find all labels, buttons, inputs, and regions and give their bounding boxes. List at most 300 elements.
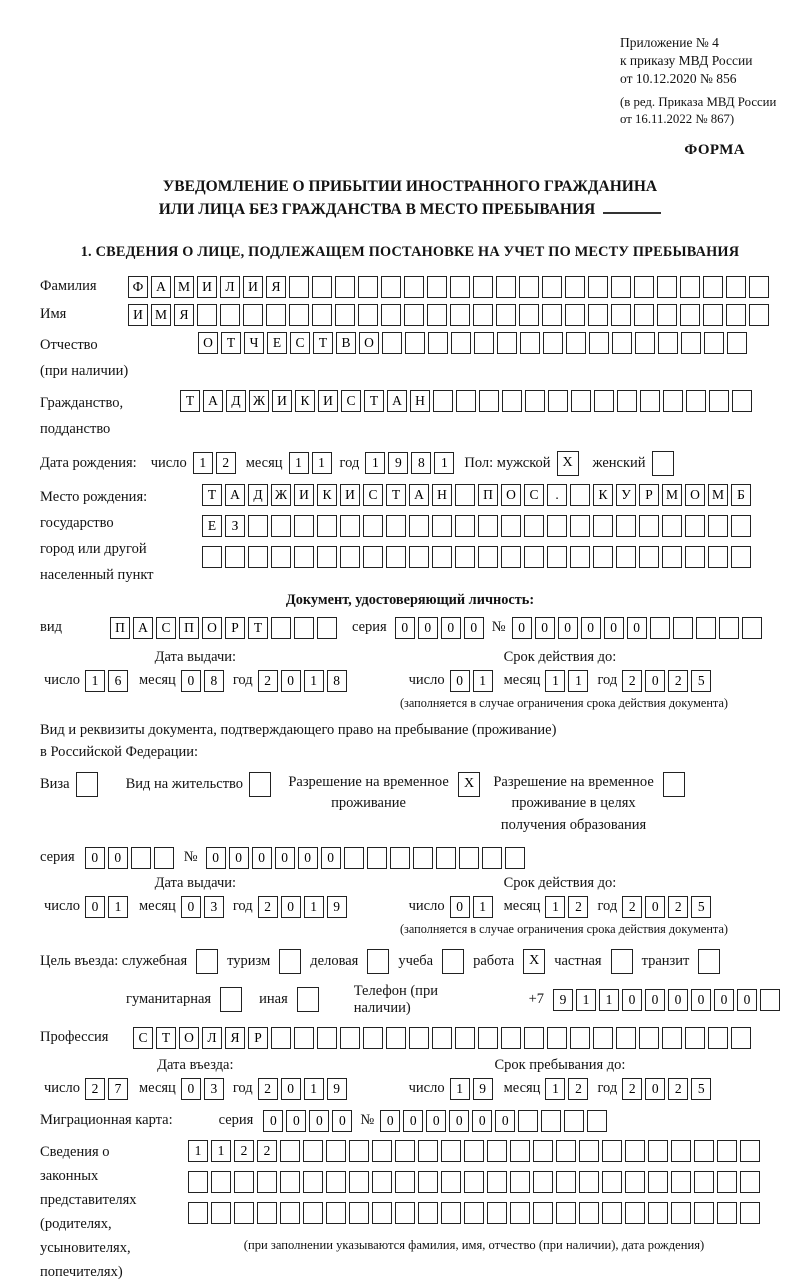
char-cell[interactable] [409,515,429,537]
char-cell[interactable] [257,1202,277,1224]
char-cell[interactable] [556,1140,576,1162]
char-cell[interactable]: 0 [604,617,624,639]
char-cell[interactable] [386,1027,406,1049]
char-cell[interactable]: 0 [449,1110,469,1132]
char-cell[interactable]: Ж [271,484,291,506]
char-cell[interactable]: М [708,484,728,506]
char-cell[interactable]: 0 [512,617,532,639]
char-cell[interactable] [704,332,724,354]
char-cell[interactable] [289,304,309,326]
char-cell[interactable] [617,390,637,412]
char-cell[interactable]: М [174,276,194,298]
char-cell[interactable]: 0 [645,670,665,692]
char-cell[interactable] [340,546,360,568]
char-cell[interactable] [234,1202,254,1224]
char-cell[interactable]: 2 [258,1078,278,1100]
char-cell[interactable] [372,1202,392,1224]
char-cell[interactable] [671,1140,691,1162]
char-cell[interactable]: 2 [622,1078,642,1100]
char-cell[interactable]: О [685,484,705,506]
char-cell[interactable] [294,1027,314,1049]
char-cell[interactable] [556,1171,576,1193]
char-cell[interactable]: X [523,949,545,974]
char-cell[interactable]: 0 [558,617,578,639]
char-cell[interactable] [565,276,585,298]
char-cell[interactable]: Т [202,484,222,506]
char-cell[interactable]: М [151,304,171,326]
char-cell[interactable] [464,1171,484,1193]
char-cell[interactable]: М [662,484,682,506]
char-cell[interactable] [732,390,752,412]
char-cell[interactable] [312,304,332,326]
char-cell[interactable] [432,546,452,568]
char-cell[interactable]: 0 [464,617,484,639]
char-cell[interactable]: 2 [668,896,688,918]
char-cell[interactable] [542,276,562,298]
char-cell[interactable] [271,515,291,537]
char-cell[interactable] [326,1171,346,1193]
char-cell[interactable]: П [110,617,130,639]
char-cell[interactable]: 2 [216,452,236,474]
char-cell[interactable]: 0 [441,617,461,639]
char-cell[interactable]: О [202,617,222,639]
char-cell[interactable]: 1 [473,670,493,692]
char-cell[interactable] [432,515,452,537]
char-cell[interactable] [611,949,633,974]
char-cell[interactable]: 1 [434,452,454,474]
char-cell[interactable] [708,546,728,568]
char-cell[interactable]: 2 [85,1078,105,1100]
char-cell[interactable]: О [501,484,521,506]
char-cell[interactable] [363,1027,383,1049]
char-cell[interactable] [271,1027,291,1049]
char-cell[interactable] [662,515,682,537]
char-cell[interactable]: Я [225,1027,245,1049]
char-cell[interactable]: 0 [181,1078,201,1100]
char-cell[interactable] [479,390,499,412]
char-cell[interactable] [202,546,222,568]
char-cell[interactable] [478,1027,498,1049]
char-cell[interactable]: В [336,332,356,354]
char-cell[interactable]: 1 [545,670,565,692]
char-cell[interactable] [312,276,332,298]
char-cell[interactable]: 6 [108,670,128,692]
char-cell[interactable] [404,276,424,298]
char-cell[interactable]: 0 [472,1110,492,1132]
char-cell[interactable] [455,1027,475,1049]
char-cell[interactable]: Т [180,390,200,412]
char-cell[interactable] [662,1027,682,1049]
char-cell[interactable]: 2 [568,1078,588,1100]
char-cell[interactable] [547,515,567,537]
char-cell[interactable] [652,451,674,476]
char-cell[interactable]: Т [248,617,268,639]
char-cell[interactable]: 0 [622,989,642,1011]
char-cell[interactable] [464,1202,484,1224]
char-cell[interactable] [432,1027,452,1049]
char-cell[interactable] [717,1140,737,1162]
char-cell[interactable]: А [203,390,223,412]
char-cell[interactable]: 5 [691,1078,711,1100]
char-cell[interactable] [602,1202,622,1224]
char-cell[interactable] [625,1171,645,1193]
char-cell[interactable] [524,546,544,568]
char-cell[interactable] [657,304,677,326]
char-cell[interactable] [271,617,291,639]
char-cell[interactable] [441,1140,461,1162]
char-cell[interactable]: 2 [668,1078,688,1100]
char-cell[interactable]: 0 [206,847,226,869]
char-cell[interactable] [436,847,456,869]
char-cell[interactable]: 2 [258,670,278,692]
char-cell[interactable]: 0 [450,670,470,692]
char-cell[interactable]: И [318,390,338,412]
char-cell[interactable] [524,1027,544,1049]
char-cell[interactable]: З [225,515,245,537]
char-cell[interactable] [542,304,562,326]
char-cell[interactable]: Е [267,332,287,354]
char-cell[interactable] [520,332,540,354]
char-cell[interactable]: 0 [714,989,734,1011]
char-cell[interactable]: Я [174,304,194,326]
char-cell[interactable] [390,847,410,869]
char-cell[interactable] [363,515,383,537]
char-cell[interactable] [519,304,539,326]
char-cell[interactable] [409,546,429,568]
char-cell[interactable]: 1 [312,452,332,474]
char-cell[interactable] [593,515,613,537]
char-cell[interactable] [570,515,590,537]
char-cell[interactable]: Л [202,1027,222,1049]
char-cell[interactable] [671,1171,691,1193]
char-cell[interactable]: 0 [85,847,105,869]
char-cell[interactable] [363,546,383,568]
char-cell[interactable] [326,1140,346,1162]
char-cell[interactable] [131,847,151,869]
char-cell[interactable]: 8 [411,452,431,474]
char-cell[interactable] [519,276,539,298]
char-cell[interactable] [740,1140,760,1162]
char-cell[interactable]: 0 [581,617,601,639]
char-cell[interactable] [719,617,739,639]
char-cell[interactable] [740,1202,760,1224]
char-cell[interactable] [616,546,636,568]
char-cell[interactable]: У [616,484,636,506]
char-cell[interactable]: И [197,276,217,298]
char-cell[interactable] [395,1202,415,1224]
char-cell[interactable]: С [290,332,310,354]
char-cell[interactable] [589,332,609,354]
char-cell[interactable] [533,1140,553,1162]
char-cell[interactable] [625,1202,645,1224]
char-cell[interactable] [518,1110,538,1132]
char-cell[interactable] [404,304,424,326]
char-cell[interactable]: 0 [252,847,272,869]
char-cell[interactable] [639,515,659,537]
char-cell[interactable] [386,546,406,568]
char-cell[interactable] [428,332,448,354]
char-cell[interactable]: Е [202,515,222,537]
char-cell[interactable] [455,515,475,537]
char-cell[interactable] [372,1140,392,1162]
char-cell[interactable]: 0 [645,1078,665,1100]
char-cell[interactable]: 0 [645,896,665,918]
char-cell[interactable] [588,276,608,298]
char-cell[interactable]: 0 [108,847,128,869]
char-cell[interactable]: 0 [286,1110,306,1132]
char-cell[interactable] [442,949,464,974]
char-cell[interactable] [294,515,314,537]
char-cell[interactable]: И [340,484,360,506]
char-cell[interactable]: К [593,484,613,506]
char-cell[interactable] [441,1202,461,1224]
char-cell[interactable]: 1 [576,989,596,1011]
char-cell[interactable] [382,332,402,354]
char-cell[interactable] [639,1027,659,1049]
char-cell[interactable]: 9 [388,452,408,474]
char-cell[interactable] [294,617,314,639]
char-cell[interactable]: А [225,484,245,506]
char-cell[interactable]: 2 [668,670,688,692]
char-cell[interactable] [593,546,613,568]
char-cell[interactable] [197,304,217,326]
char-cell[interactable]: А [409,484,429,506]
char-cell[interactable] [473,276,493,298]
char-cell[interactable]: 1 [304,670,324,692]
char-cell[interactable] [726,304,746,326]
char-cell[interactable] [612,332,632,354]
char-cell[interactable]: Д [248,484,268,506]
char-cell[interactable] [571,390,591,412]
char-cell[interactable] [455,484,475,506]
char-cell[interactable] [211,1202,231,1224]
char-cell[interactable] [717,1202,737,1224]
char-cell[interactable] [303,1202,323,1224]
char-cell[interactable]: 1 [545,1078,565,1100]
char-cell[interactable] [648,1202,668,1224]
char-cell[interactable]: X [458,772,480,797]
char-cell[interactable] [280,1140,300,1162]
char-cell[interactable]: Н [432,484,452,506]
char-cell[interactable] [496,276,516,298]
char-cell[interactable] [685,546,705,568]
char-cell[interactable]: Д [226,390,246,412]
char-cell[interactable] [211,1171,231,1193]
char-cell[interactable]: Ж [249,390,269,412]
char-cell[interactable] [248,515,268,537]
char-cell[interactable]: 9 [473,1078,493,1100]
char-cell[interactable] [541,1110,561,1132]
char-cell[interactable]: К [295,390,315,412]
char-cell[interactable] [478,515,498,537]
char-cell[interactable]: 0 [275,847,295,869]
char-cell[interactable]: 1 [108,896,128,918]
char-cell[interactable]: 0 [181,670,201,692]
char-cell[interactable] [708,1027,728,1049]
char-cell[interactable] [196,949,218,974]
char-cell[interactable]: 0 [181,896,201,918]
char-cell[interactable]: 1 [545,896,565,918]
char-cell[interactable] [634,304,654,326]
char-cell[interactable]: 2 [258,896,278,918]
char-cell[interactable] [658,332,678,354]
char-cell[interactable] [579,1171,599,1193]
char-cell[interactable] [335,276,355,298]
char-cell[interactable] [220,987,242,1012]
char-cell[interactable] [680,276,700,298]
char-cell[interactable] [547,1027,567,1049]
char-cell[interactable] [455,546,475,568]
char-cell[interactable] [249,772,271,797]
char-cell[interactable]: 0 [281,896,301,918]
char-cell[interactable]: 1 [473,896,493,918]
char-cell[interactable]: 1 [599,989,619,1011]
char-cell[interactable]: А [387,390,407,412]
char-cell[interactable] [570,546,590,568]
char-cell[interactable] [556,1202,576,1224]
char-cell[interactable] [482,847,502,869]
char-cell[interactable] [588,304,608,326]
char-cell[interactable] [602,1171,622,1193]
char-cell[interactable] [76,772,98,797]
char-cell[interactable] [335,304,355,326]
char-cell[interactable] [671,1202,691,1224]
char-cell[interactable]: П [478,484,498,506]
char-cell[interactable] [749,304,769,326]
char-cell[interactable] [441,1171,461,1193]
char-cell[interactable]: Ф [128,276,148,298]
char-cell[interactable] [708,515,728,537]
char-cell[interactable] [602,1140,622,1162]
char-cell[interactable]: 8 [327,670,347,692]
char-cell[interactable] [381,276,401,298]
char-cell[interactable]: 1 [85,670,105,692]
char-cell[interactable] [510,1202,530,1224]
char-cell[interactable]: 1 [450,1078,470,1100]
char-cell[interactable]: 0 [395,617,415,639]
char-cell[interactable] [533,1171,553,1193]
char-cell[interactable] [742,617,762,639]
char-cell[interactable]: 3 [204,1078,224,1100]
char-cell[interactable]: 0 [737,989,757,1011]
char-cell[interactable]: 2 [622,670,642,692]
char-cell[interactable]: О [179,1027,199,1049]
char-cell[interactable]: 0 [321,847,341,869]
char-cell[interactable] [487,1140,507,1162]
char-cell[interactable]: 0 [298,847,318,869]
char-cell[interactable] [726,276,746,298]
char-cell[interactable] [487,1202,507,1224]
char-cell[interactable] [367,949,389,974]
char-cell[interactable]: 7 [108,1078,128,1100]
char-cell[interactable] [501,1027,521,1049]
char-cell[interactable]: 0 [309,1110,329,1132]
char-cell[interactable] [358,276,378,298]
char-cell[interactable] [635,332,655,354]
char-cell[interactable] [317,546,337,568]
char-cell[interactable]: Т [364,390,384,412]
char-cell[interactable]: 0 [450,896,470,918]
char-cell[interactable] [395,1140,415,1162]
char-cell[interactable] [289,276,309,298]
char-cell[interactable] [280,1202,300,1224]
char-cell[interactable]: Ч [244,332,264,354]
char-cell[interactable] [418,1202,438,1224]
char-cell[interactable] [413,847,433,869]
char-cell[interactable]: Б [731,484,751,506]
char-cell[interactable] [594,390,614,412]
char-cell[interactable]: 0 [627,617,647,639]
char-cell[interactable]: И [294,484,314,506]
char-cell[interactable] [663,772,685,797]
char-cell[interactable] [510,1140,530,1162]
char-cell[interactable] [405,332,425,354]
char-cell[interactable] [409,1027,429,1049]
char-cell[interactable] [685,515,705,537]
char-cell[interactable] [570,1027,590,1049]
char-cell[interactable] [657,276,677,298]
char-cell[interactable]: 0 [691,989,711,1011]
char-cell[interactable] [473,304,493,326]
char-cell[interactable] [731,515,751,537]
char-cell[interactable] [501,515,521,537]
char-cell[interactable] [266,304,286,326]
char-cell[interactable]: 1 [304,1078,324,1100]
char-cell[interactable]: 0 [645,989,665,1011]
char-cell[interactable] [648,1171,668,1193]
char-cell[interactable] [685,1027,705,1049]
char-cell[interactable]: 0 [426,1110,446,1132]
char-cell[interactable]: Л [220,276,240,298]
char-cell[interactable]: И [272,390,292,412]
char-cell[interactable] [326,1202,346,1224]
char-cell[interactable] [340,515,360,537]
char-cell[interactable] [505,847,525,869]
char-cell[interactable]: И [128,304,148,326]
char-cell[interactable] [294,546,314,568]
char-cell[interactable] [317,1027,337,1049]
char-cell[interactable] [698,949,720,974]
char-cell[interactable]: Р [225,617,245,639]
char-cell[interactable]: 0 [229,847,249,869]
char-cell[interactable]: 3 [204,896,224,918]
char-cell[interactable] [340,1027,360,1049]
char-cell[interactable] [533,1202,553,1224]
char-cell[interactable]: . [547,484,567,506]
char-cell[interactable] [548,390,568,412]
char-cell[interactable] [248,546,268,568]
char-cell[interactable] [367,847,387,869]
char-cell[interactable] [680,304,700,326]
char-cell[interactable] [386,515,406,537]
char-cell[interactable] [349,1140,369,1162]
char-cell[interactable] [317,515,337,537]
char-cell[interactable] [694,1171,714,1193]
char-cell[interactable] [358,304,378,326]
char-cell[interactable] [501,546,521,568]
char-cell[interactable] [587,1110,607,1132]
char-cell[interactable] [487,1171,507,1193]
char-cell[interactable]: С [133,1027,153,1049]
char-cell[interactable] [297,987,319,1012]
char-cell[interactable] [418,1140,438,1162]
char-cell[interactable] [450,276,470,298]
char-cell[interactable]: 0 [263,1110,283,1132]
char-cell[interactable]: 1 [211,1140,231,1162]
char-cell[interactable] [547,546,567,568]
char-cell[interactable] [225,546,245,568]
char-cell[interactable] [510,1171,530,1193]
